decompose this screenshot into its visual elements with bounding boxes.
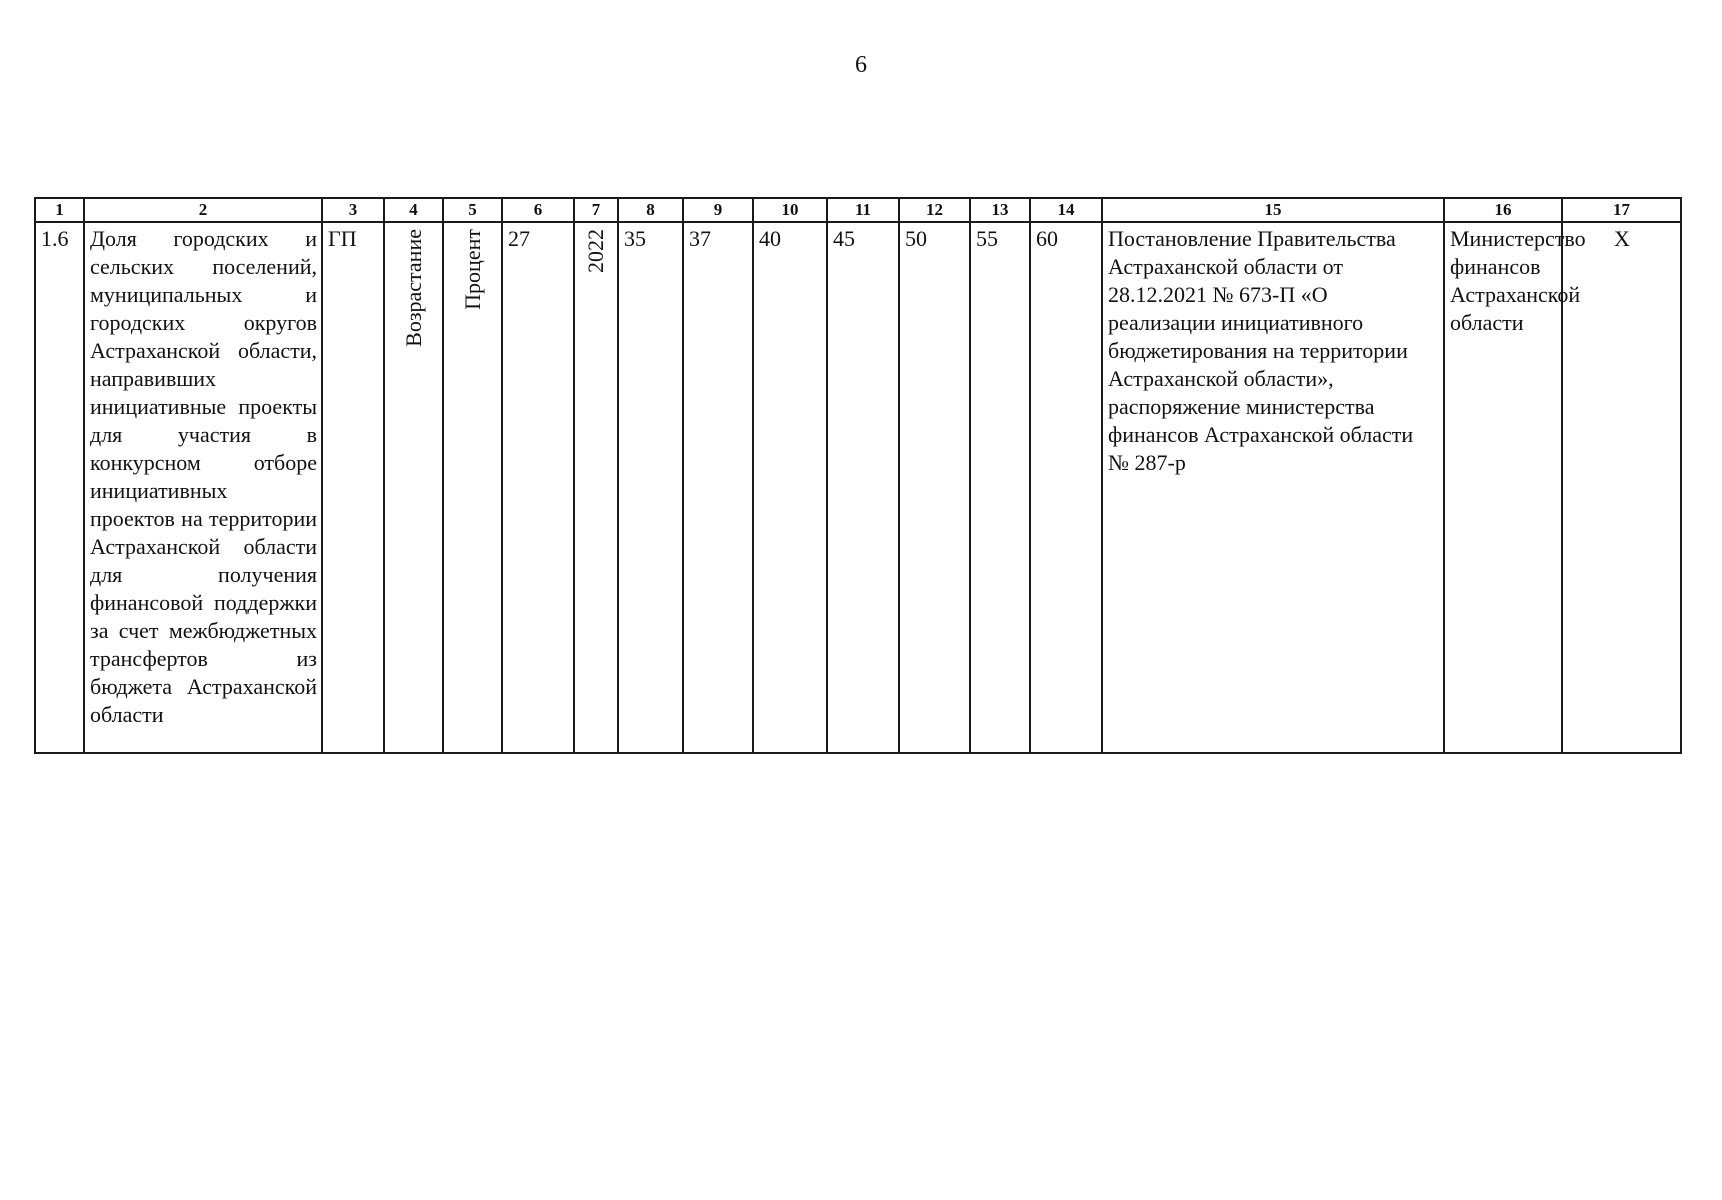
base-year-cell [574, 222, 618, 753]
column-number: 12 [899, 198, 970, 222]
column-number: 8 [618, 198, 683, 222]
column-number: 1 [35, 198, 84, 222]
column-number: 4 [384, 198, 443, 222]
base-year: 2022 [583, 229, 608, 273]
value-cell: 55 [970, 222, 1030, 753]
column-number: 10 [753, 198, 827, 222]
column-number: 5 [443, 198, 502, 222]
column-number: 13 [970, 198, 1030, 222]
column-number: 7 [574, 198, 618, 222]
base-value: 27 [502, 222, 574, 753]
page-number: 6 [855, 52, 867, 78]
trend-cell [384, 222, 443, 753]
unit-cell [443, 222, 502, 753]
row-number: 1.6 [35, 222, 84, 753]
value-cell: 50 [899, 222, 970, 753]
value-cell: 60 [1030, 222, 1102, 753]
trend-direction: Возрастание [400, 229, 426, 347]
unit-of-measure: Процент [459, 229, 485, 310]
value-cell: 40 [753, 222, 827, 753]
column-number: 9 [683, 198, 753, 222]
extra-mark: Х [1562, 222, 1681, 753]
column-number: 2 [84, 198, 322, 222]
indicator-name: Доля городских и сельских поселений, муниципальных и городских округов Астраханской области, направивших инициативные проекты для участия в конкурсном отборе инициативных проектов на территории Астраханской области для получения финансовой поддержки за счет межбюджетных трансфертов из бюджета Астраханской области [84, 222, 322, 753]
indicator-level: ГП [322, 222, 384, 753]
column-number: 16 [1444, 198, 1562, 222]
column-number: 17 [1562, 198, 1681, 222]
value-cell: 37 [683, 222, 753, 753]
column-number-row [35, 198, 1681, 222]
column-number: 6 [502, 198, 574, 222]
column-number: 11 [827, 198, 899, 222]
responsible-body: Министерство финансов Астраханской области [1444, 222, 1562, 753]
value-cell: 45 [827, 222, 899, 753]
legal-document: Постановление Правительства Астраханской области от 28.12.2021 № 673-П «О реализации инициативного бюджетирования на территории Астраханской области», распоряжение министерства финансов Астраханской области № 287-р [1102, 222, 1444, 753]
indicator-table [34, 197, 1682, 754]
column-number: 15 [1102, 198, 1444, 222]
table-row [35, 222, 1681, 753]
column-number: 3 [322, 198, 384, 222]
column-number: 14 [1030, 198, 1102, 222]
value-cell: 35 [618, 222, 683, 753]
